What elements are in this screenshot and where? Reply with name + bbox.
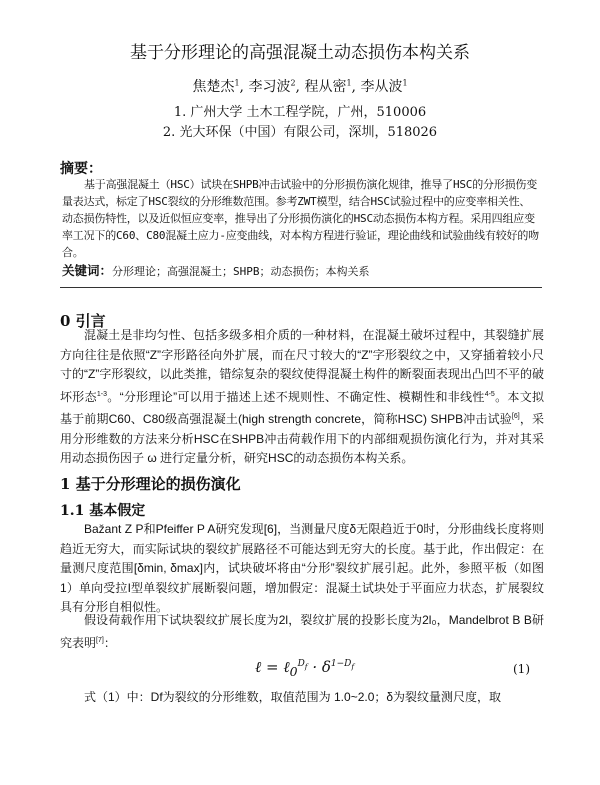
eq-sub: 0 [289, 664, 298, 679]
section-heading-intro: 0 引言 [60, 312, 106, 330]
eq-exp2-sub: f [351, 661, 355, 671]
keywords-label: 关键词： [62, 263, 113, 278]
citation: 1-3 [96, 390, 108, 398]
author-name: 焦楚杰 [192, 79, 235, 95]
eq-exp2 [331, 659, 354, 669]
intro-paragraph [60, 326, 544, 469]
equation-1 [0, 652, 600, 686]
crack-length-paragraph [60, 611, 544, 653]
citation: [6] [511, 413, 520, 420]
author-name: 程从密 [304, 79, 347, 95]
equation-number: (1) [513, 662, 530, 676]
eq-exp2-base: 1−D [330, 659, 352, 669]
author-affiliation-mark: 2 [290, 78, 296, 88]
abstract-heading: 摘要： [60, 161, 102, 177]
eq-exp1-sub: f [304, 661, 308, 671]
author-affiliation-mark: 1 [402, 78, 408, 88]
abstract-text: 基于高强混凝土（HSC）试块在SHPB冲击试验中的分形损伤演化规律，推导了HSC的分形损伤变量表达式，标定了HSC裂纹的分形维数范围。参考ZWT模型，结合HSC试验过程中的应变率相关性、动态损伤特性，以及近似恒应变率，推导出了分形损伤演化的HSC动态损伤本构方程。采用四组应变率工况下的C60、C80混凝土应力-应变曲线，对本构方程进行验证，理论曲线和试验曲线有较好的吻合。 [62, 178, 539, 259]
eq-lhs: ℓ = ℓ [255, 658, 290, 676]
intro-text-a: 混凝土是非均匀性、包括多级多相介质的一种材料，在混凝土破坏过程中，其裂缝扩展方向往往是依照“Z”字形路径向外扩展，而在尺寸较大的“Z”字形裂纹之中，又穿插着较小尺寸的“Z”字形裂纹，以此类推，错综复杂的裂纹使得混凝土构件的断裂面表现出凸凹不平的破坏形态 [60, 328, 544, 404]
intro-text-d: ，采用分形维数的方法来分析HSC在SHPB冲击荷载作用下的内部细观损伤演化行为，并对其采用动态损伤因子 ω 进行定量分析，研究HSC的动态损伤本构关系。 [60, 412, 544, 465]
keywords-text: 分形理论；高强混凝土；SHPB；动态损伤；本构关系 [112, 265, 370, 278]
author-name: 李从波 [360, 79, 403, 95]
equation-explanation: 式（1）中：Df为裂纹的分形维数，取值范围为 1.0~2.0；δ为裂纹量测尺度，取 [84, 690, 502, 704]
author-affiliation-mark: 1 [234, 78, 240, 88]
section-heading-1: 1 基于分形理论的损伤演化 [60, 475, 241, 493]
eq-mid: · δ [307, 658, 331, 676]
author-list: 焦楚杰$^1$, 李习波$^2$, 程从密$^1$, 李从波$^1$ [192, 78, 408, 95]
citation: 4-5 [484, 390, 495, 398]
divider [60, 287, 542, 288]
equation-formula [255, 658, 354, 679]
citation: [7] [96, 636, 104, 644]
crack-text-b: ： [103, 635, 116, 650]
affiliation-2: 2. 光大环保（中国）有限公司，深圳，518026 [162, 125, 438, 140]
crack-text-a: 假设荷载作用下试块裂纹扩展长度为2l，裂纹扩展的投影长度为2l₀，Mandelbrot B B研究表明 [60, 613, 544, 650]
intro-text-c: 。本文拟基于前期C60、C80级高强混凝土(high strength concrete，简称HSC) SHPB冲击试验 [60, 389, 544, 426]
author-name: 李习波 [248, 79, 291, 95]
author-affiliation-mark: 1 [346, 78, 352, 88]
intro-text-b: 。“分形理论”可以用于描述上述不规则性、不确定性、模糊性和非线性 [107, 389, 485, 404]
eq-exp1 [298, 659, 308, 669]
paper-title: 基于分形理论的高强混凝土动态损伤本构关系 [130, 43, 470, 63]
subsection-heading-1-1: 1.1 基本假定 [60, 503, 146, 519]
assumption-paragraph: Bažant Z P和Pfeiffer P A研究发现[6]，当测量尺度δ无限趋近于0时，分形曲线长度将则趋近无穷大，而实际试块的裂纹扩展路径不可能达到无穷大的长度。基于此，作出假定：在量测尺度范围[δmin, δmax]内，试块破坏将由“分形”裂纹扩展引起。此外，参照平板（如图1）单向受拉I型单裂纹扩展断裂问题，增加假定：混凝土试块处于平面应力状态，扩展裂纹具有分形自相似性。 [60, 522, 544, 614]
affiliation-1: 1. 广州大学 土木工程学院，广州，510006 [173, 105, 427, 120]
eq-exp1-base: D [297, 659, 305, 669]
keywords [62, 262, 540, 280]
